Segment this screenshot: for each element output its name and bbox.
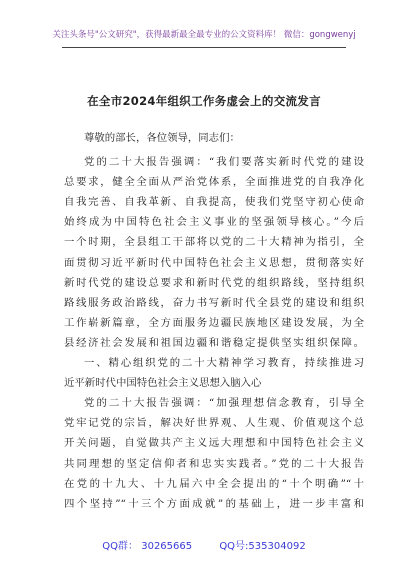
paragraph-line: 始终成为中国特色社会主义事业的坚强领导核心。”今后	[64, 216, 364, 229]
footer-contacts	[0, 537, 408, 552]
header-banner: 关注头条号"公文研究"，获得最新最全最专业的公文资料库！ 微信：gongwenyj	[52, 30, 356, 40]
greeting: 尊敬的部长，各位领导，同志们：	[84, 132, 240, 144]
paragraph-2	[64, 393, 364, 514]
paragraph-line: 面贯彻习近平新时代中国特色社会主义思想，贯彻落实好	[64, 256, 364, 269]
paragraph-line: 自我完善、自我革新、自我提高，使我们党坚守初心使命	[64, 196, 364, 209]
footer-qq-number: QQ号:535304092	[219, 541, 306, 552]
document-body	[64, 128, 364, 514]
paragraph-line: 路线服务政治路线，奋力书写新时代全县党的建设和组织	[64, 296, 364, 309]
section-heading-line: 近平新时代中国特色社会主义思想入脑入心	[64, 377, 262, 390]
paragraph-line: 共同理想的坚定信仰者和忠实实践者。”党的二十大报告	[64, 457, 364, 470]
footer-qq-group: QQ群： 30265665	[102, 541, 193, 552]
paragraph-line: 一个时期，全县组工干部将以党的二十大精神为指引，全	[64, 236, 364, 249]
paragraph-line: 县经济社会发展和祖国边疆和谐稳定提供坚实组织保障。	[64, 336, 364, 349]
paragraph-line: 在党的十九大、十九届六中全会提出的“十个明确”“十	[64, 477, 364, 490]
section-heading-1	[64, 353, 364, 393]
paragraph-line: 党的二十大报告强调：“加强理想信念教育，引导全	[84, 397, 364, 410]
paragraph-line: 总要求，健全全面从严治党体系，全面推进党的自我净化	[64, 176, 364, 189]
paragraph-1	[64, 152, 364, 353]
section-heading-line: 一、精心组织党的二十大精神学习教育，持续推进习	[84, 357, 364, 370]
paragraph-line: 新时代党的建设总要求和新时代党的组织路线，坚持组织	[64, 276, 364, 289]
paragraph-line: 党的二十大报告强调：“我们要落实新时代党的建设	[84, 156, 364, 169]
paragraph-line: 党牢记党的宗旨，解决好世界观、人生观、价值观这个总	[64, 417, 364, 430]
paragraph-line: 工作崭新篇章，全方面服务边疆民族地区建设发展，为全	[64, 316, 364, 329]
paragraph-line: 四个坚持”“十三个方面成就”的基础上，进一步丰富和	[64, 497, 364, 510]
document-title: 在全市2024年组织工作务虚会上的交流发言	[87, 94, 321, 108]
header-divider	[62, 47, 346, 48]
paragraph-line: 开关问题，自觉做共产主义远大理想和中国特色社会主义	[64, 437, 364, 450]
